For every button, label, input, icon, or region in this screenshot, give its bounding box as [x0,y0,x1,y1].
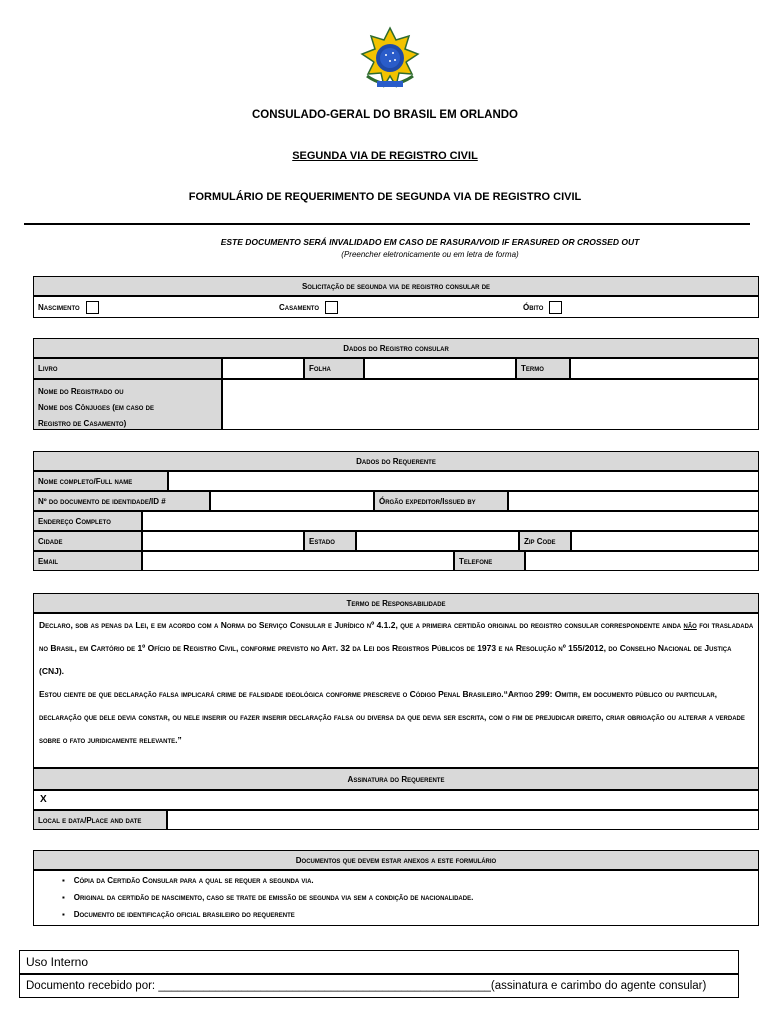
id-number-field[interactable] [210,491,374,511]
birth-option: Nascimento [38,297,99,317]
signature-mark: X [40,794,47,805]
state-label: Estado [304,531,356,551]
brazil-coat-of-arms-emblem [355,26,425,94]
issuer-field[interactable] [508,491,759,511]
list-item: ▪ Cópia da Certidão Consular para a qual se requer a segunda via. [62,876,314,885]
address-label: Endereço Completo [33,511,142,531]
document-subtitle: SEGUNDA VIA DE REGISTRO CIVIL [292,150,478,162]
fill-instructions: (Preencher eletronicamente ou em letra de forma) [341,250,519,259]
term-field[interactable] [570,358,759,379]
signature-header: Assinatura do Requerente [33,768,759,790]
erasure-warning: ESTE DOCUMENTO SERÁ INVALIDADO EM CASO DE RASURA/VOID IF ERASURED OR CROSSED OUT [220,237,640,247]
signature-field[interactable] [33,790,759,810]
id-number-label: Nº do documento de identidade/ID # [33,491,210,511]
birth-checkbox[interactable] [86,301,99,314]
address-field[interactable] [142,511,759,531]
place-date-label: Local e data/Place and date [33,810,167,830]
zip-field[interactable] [571,531,759,551]
place-date-field[interactable] [167,810,759,830]
consulate-title: CONSULADO-GERAL DO BRASIL EM ORLANDO [252,109,518,121]
applicant-data-header: Dados do Requerente [33,451,759,471]
registrant-name-field[interactable] [222,379,759,430]
request-type-header: Solicitação de segunda via de registro consular de [33,276,759,296]
marriage-option: Casamento [279,297,338,317]
registrant-name-label: Nome do Registrado ou Nome dos Cônjuges (em caso de Registro de Casamento) [33,379,222,430]
phone-label: Telefone [454,551,525,571]
marriage-checkbox[interactable] [325,301,338,314]
state-field[interactable] [356,531,519,551]
death-checkbox[interactable] [549,301,562,314]
zip-label: Zip Code [519,531,571,551]
received-by-field[interactable]: Documento recebido por: ____________________________________________________(assinatura e carimbo do agente consular) [19,974,739,998]
request-type-row [33,296,759,318]
internal-use-title: Uso Interno [19,950,739,974]
declaration-paragraph: Declaro, sob as penas da Lei, e em acordo com a Norma do Serviço Consular e Jurídico nº 4.1.2, que a primeira certidão original do registro consular correspondente ainda não foi trasladada no Brasil, em Cartório de 1º Ofício de Registro Civil, conforme previsto no Art. 32 da Lei dos Registros Públicos de 1973 e na Resolução nº 155/2012, do Conselho Nacional de Justiça (CNJ). [39,620,754,676]
penal-code-paragraph: Estou ciente de que declaração falsa implicará crime de falsidade ideológica conforme prescreve o Código Penal Brasileiro.“Artigo 299: Omitir, em documento público ou particular, declaração que dele devia constar, ou nele inserir ou fazer inserir declaração falsa ou diversa da que devia ser escrita, com o fim de prejudicar direito, criar obrigação ou alterar a verdade sobre o fato juridicamente relevante.” [39,689,745,745]
responsibility-term-text [33,613,759,768]
full-name-label: Nome completo/Full name [33,471,168,491]
form-title: FORMULÁRIO DE REQUERIMENTO DE SEGUNDA VIA DE REGISTRO CIVIL [188,191,582,203]
responsibility-term-header: Termo de Responsabilidade [33,593,759,613]
book-field[interactable] [222,358,304,379]
attachments-header: Documentos que devem estar anexos a este formulário [33,850,759,870]
book-label: Livro [33,358,222,379]
phone-field[interactable] [525,551,759,571]
registry-data-header: Dados do Registro consular [33,338,759,358]
city-label: Cidade [33,531,142,551]
full-name-field[interactable] [168,471,759,491]
death-option: Óbito [523,297,562,317]
attachments-list [33,870,759,926]
page-label: Folha [304,358,364,379]
list-item: ▪ Original da certidão de nascimento, caso se trate de emissão de segunda via sem a condição de nacionalidade. [62,893,474,902]
email-field[interactable] [142,551,454,571]
city-field[interactable] [142,531,304,551]
header-divider [24,223,750,225]
term-label: Termo [516,358,570,379]
page-field[interactable] [364,358,516,379]
list-item: ▪ Documento de identificação oficial brasileiro do requerente [62,910,295,919]
email-label: Email [33,551,142,571]
issuer-label: Órgão expeditor/Issued by [374,491,508,511]
